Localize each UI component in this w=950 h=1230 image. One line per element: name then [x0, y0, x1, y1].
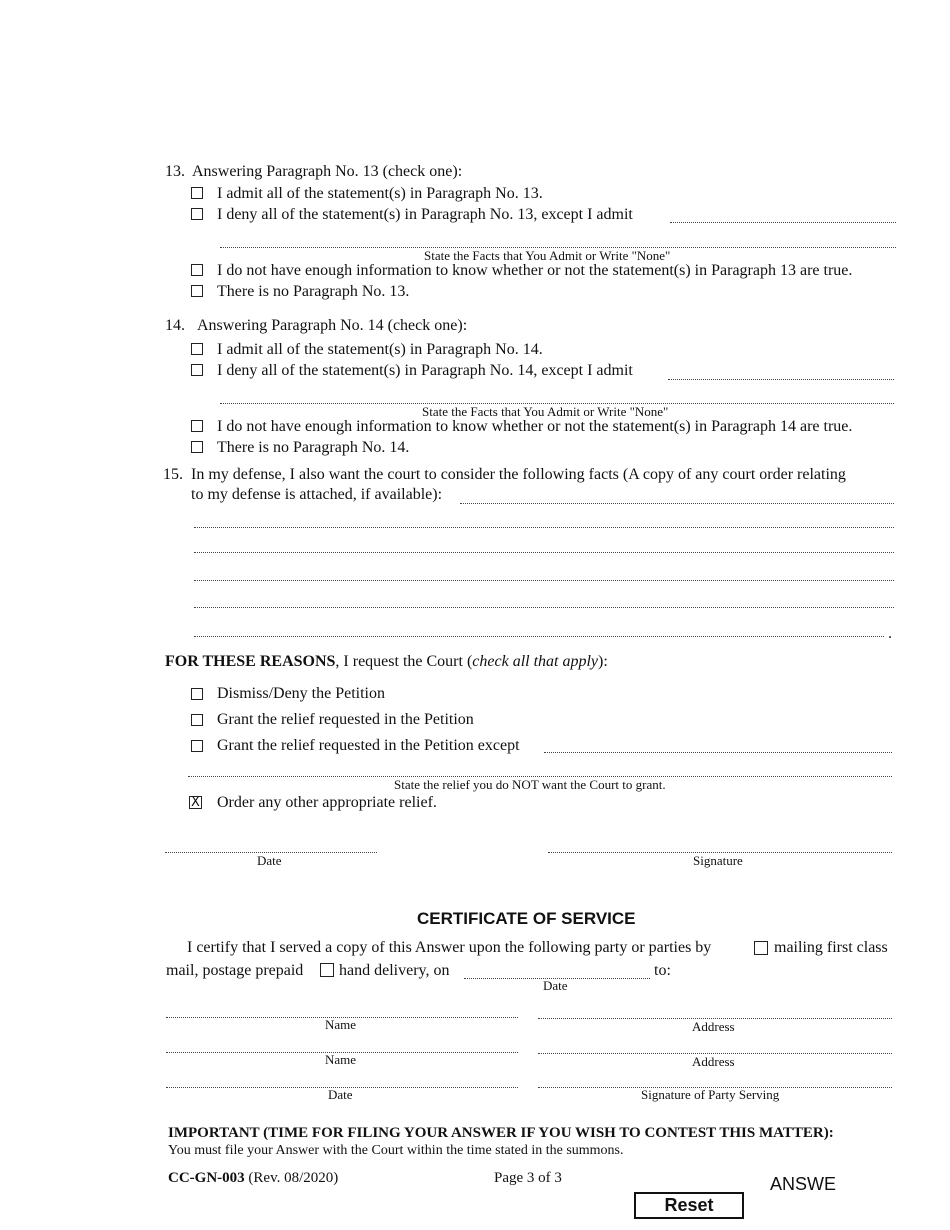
important-heading: IMPORTANT (TIME FOR FILING YOUR ANSWER IF YOU WISH TO CONTEST THIS MATTER): — [168, 1125, 834, 1141]
signature-label: Signature — [693, 853, 743, 868]
para15-defense-field-3[interactable] — [194, 552, 894, 553]
certificate-line1: I certify that I served a copy of this Answer upon the following party or parties by — [187, 939, 712, 956]
address-label-1: Address — [692, 1019, 735, 1034]
para14-noinfo-label: I do not have enough information to know whether or not the statement(s) in Paragraph 14 are true. — [217, 418, 853, 435]
para14-none-label: There is no Paragraph No. 14. — [217, 439, 410, 456]
reasons-heading-italic: check all that apply — [472, 653, 599, 670]
other-relief-label: Order any other appropriate relief. — [217, 794, 437, 811]
para15-defense-field-2[interactable] — [194, 527, 894, 528]
reasons-heading-pre: , I request the Court ( — [335, 653, 473, 670]
para14-noinfo-checkbox[interactable] — [191, 420, 203, 432]
para15-defense-field-1[interactable] — [460, 503, 894, 504]
para13-heading: Answering Paragraph No. 13 (check one): — [192, 163, 463, 180]
para13-admit-checkbox[interactable] — [191, 187, 203, 199]
para14-admit-checkbox[interactable] — [191, 343, 203, 355]
para15-number: 15. — [163, 466, 183, 483]
form-id — [168, 1170, 338, 1187]
certificate-title: CERTIFICATE OF SERVICE — [417, 909, 636, 928]
para13-deny-label: I deny all of the statement(s) in Paragraph No. 13, except I admit — [217, 206, 633, 223]
para13-number: 13. — [165, 163, 185, 180]
reset-button[interactable]: Reset — [634, 1192, 744, 1219]
page-number: Page 3 of 3 — [494, 1170, 562, 1186]
form-revision: (Rev. 08/2020) — [248, 1170, 339, 1186]
dismiss-checkbox[interactable] — [191, 688, 203, 700]
hand-delivery-checkbox[interactable] — [320, 963, 334, 977]
para14-facts-caption: State the Facts that You Admit or Write "None" — [422, 404, 669, 419]
para13-facts-caption: State the Facts that You Admit or Write "None" — [424, 248, 671, 263]
important-body: You must file your Answer with the Court within the time stated in the summons. — [168, 1143, 624, 1158]
reasons-heading — [165, 653, 608, 671]
para15-line2: to my defense is attached, if available): — [191, 486, 443, 503]
hand-delivery-label: hand delivery, on — [339, 962, 450, 979]
para13-noinfo-checkbox[interactable] — [191, 264, 203, 276]
para15-end-period: . — [888, 625, 892, 642]
date-label: Date — [257, 853, 282, 868]
date-label-2: Date — [328, 1087, 353, 1102]
grant-except-field[interactable] — [544, 752, 892, 753]
mailing-label: mailing first class — [774, 939, 888, 956]
para14-none-checkbox[interactable] — [191, 441, 203, 453]
para13-admit-facts-field[interactable] — [670, 222, 896, 223]
to-label: to: — [654, 962, 671, 979]
para14-number: 14. — [165, 317, 185, 334]
para13-none-label: There is no Paragraph No. 13. — [217, 283, 410, 300]
para13-deny-checkbox[interactable] — [191, 208, 203, 220]
signature-serving-label: Signature of Party Serving — [641, 1087, 780, 1102]
para13-admit-label: I admit all of the statement(s) in Paragraph No. 13. — [217, 185, 543, 202]
form-tag: ANSWE — [770, 1174, 837, 1194]
grant-except-label: Grant the relief requested in the Petition except — [217, 737, 520, 754]
form-id-code: CC-GN-003 — [168, 1170, 245, 1186]
relief-caption: State the relief you do NOT want the Court to grant. — [394, 777, 666, 792]
para15-defense-field-6[interactable] — [194, 636, 884, 637]
para15-defense-field-4[interactable] — [194, 580, 894, 581]
para14-deny-label: I deny all of the statement(s) in Paragraph No. 14, except I admit — [217, 362, 633, 379]
para13-noinfo-label: I do not have enough information to know whether or not the statement(s) in Paragraph 13 are true. — [217, 262, 853, 279]
reasons-heading-bold: FOR THESE REASONS — [165, 653, 336, 670]
grant-checkbox[interactable] — [191, 714, 203, 726]
mailing-checkbox[interactable] — [754, 941, 768, 955]
grant-except-checkbox[interactable] — [191, 740, 203, 752]
para14-admit-label: I admit all of the statement(s) in Paragraph No. 14. — [217, 341, 543, 358]
grant-label: Grant the relief requested in the Petition — [217, 711, 474, 728]
service-date-caption: Date — [543, 978, 568, 993]
para15-line1: In my defense, I also want the court to consider the following facts (A copy of any court order relating — [191, 466, 846, 483]
other-relief-checkbox[interactable]: X — [189, 796, 202, 809]
name-label-1: Name — [325, 1017, 357, 1032]
dismiss-label: Dismiss/Deny the Petition — [217, 685, 385, 702]
para14-admit-facts-field[interactable] — [668, 379, 894, 380]
para13-none-checkbox[interactable] — [191, 285, 203, 297]
mail-prepaid-label: mail, postage prepaid — [166, 962, 304, 979]
para15-defense-field-5[interactable] — [194, 607, 894, 608]
reasons-heading-post: ): — [598, 653, 608, 670]
para14-heading: Answering Paragraph No. 14 (check one): — [197, 317, 468, 334]
name-label-2: Name — [325, 1052, 357, 1067]
address-label-2: Address — [692, 1054, 735, 1069]
para14-deny-checkbox[interactable] — [191, 364, 203, 376]
